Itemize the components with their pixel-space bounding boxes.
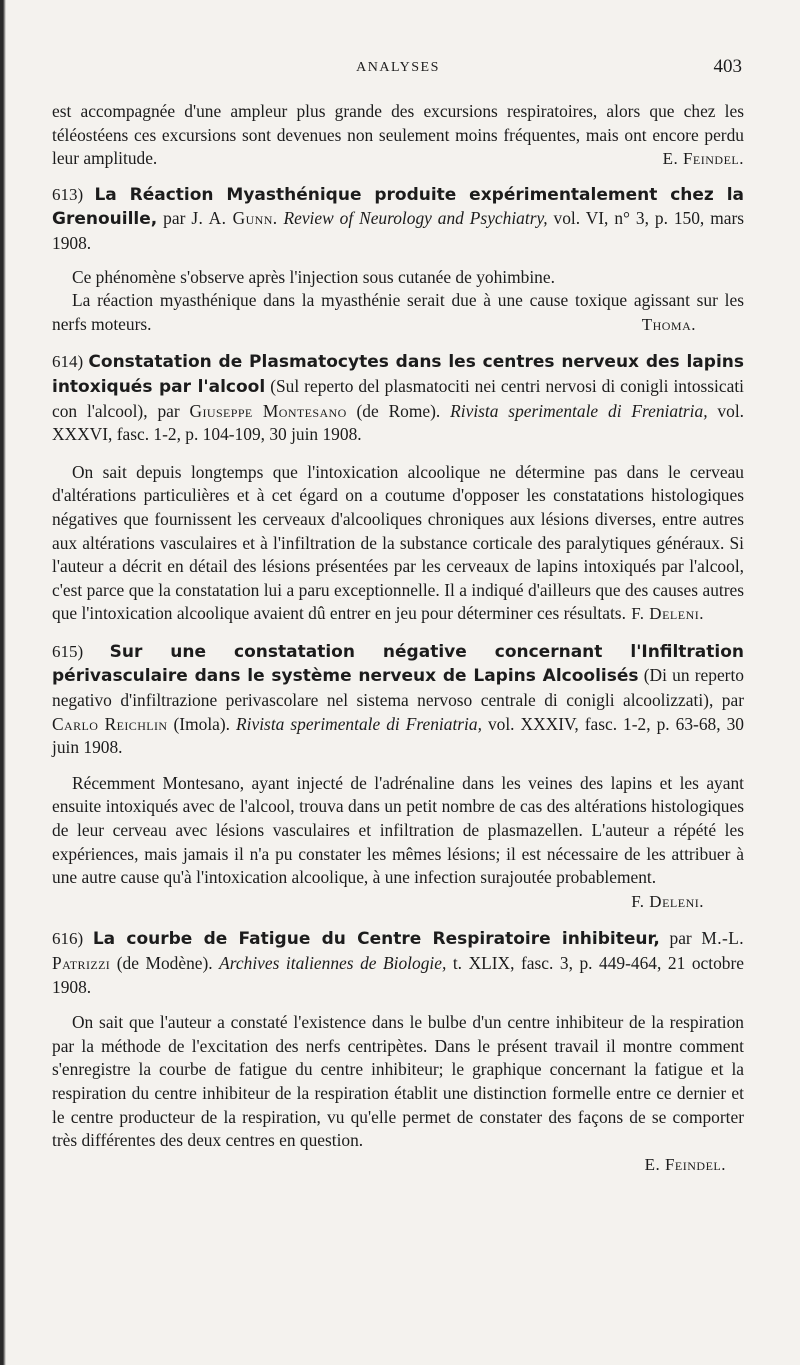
entry-author: Giuseppe Montesano bbox=[189, 400, 347, 421]
entry-paragraph: On sait depuis longtemps que l'intoxication alcoolique ne détermine pas dans le cerveau d'altérations particulières et à cet égard on a coutume d'opposer les constatations histologiques négatives que fournissent les cerveaux d'alcooliques chroniques aux lésions diverses, entre autres aux altérations vasculaires et à l'infiltration de la substance corticale des paralytiques généraux. Si l'auteur a décrit en détail des lésions présentées par les cerveaux de lapins intoxiqués par l'alcool, c'est parce que la constatation lui a paru exceptionnelle. Il a indiqué d'ailleurs que des causes autres que l'intoxication alcoolique avaient dû entrer en jeu pour déterminer ces résultats. bbox=[52, 461, 744, 624]
page-edge-shadow bbox=[0, 0, 6, 1365]
entry-citation: vol. XXXIV, fasc. 1-2, p. 63-68, 30 juin 1908. bbox=[52, 713, 744, 758]
entry-journal: Rivista sperimentale di Freniatria, bbox=[236, 713, 482, 734]
entry-614 bbox=[52, 350, 744, 626]
entry-title-block bbox=[52, 927, 744, 999]
entry-615 bbox=[52, 640, 744, 914]
entry-place: (de Rome). bbox=[356, 400, 441, 421]
entry-616 bbox=[52, 927, 744, 1176]
entry-title: La courbe de Fatigue du Centre Respiratoire inhibiteur, bbox=[92, 929, 660, 950]
entry-number: 614) bbox=[52, 352, 84, 372]
entry-journal: Archives italiennes de Biologie, bbox=[219, 953, 447, 973]
entry-body bbox=[52, 461, 744, 626]
entry-paragraph: Récemment Montesano, ayant injecté de l'adrénaline dans les veines des lapins et les ayant ensuite intoxiqués avec de l'alcool, trouva dans un petit nombre de cas des altérations histologiques de leur cerveau avec lésions vasculaires et infiltration de plasmazellen. L'auteur a répété les expériences, mais jamais il n'a pu constater les mêmes lésions; il est nécessaire de les attribuer à une autre cause qu'à l'intoxication alcoolique, à une infection surajoutée probablement. bbox=[52, 772, 744, 888]
intro-paragraph bbox=[52, 100, 744, 171]
entry-613 bbox=[52, 183, 744, 337]
signature: E. Feindel. bbox=[662, 149, 744, 169]
entry-citation: vol. XXXVI, fasc. 1-2, p. 104-109, 30 juin 1908. bbox=[52, 400, 744, 445]
signature: F. Deleni. bbox=[631, 604, 704, 624]
signature: F. Deleni. bbox=[631, 891, 704, 911]
intro-text: est accompagnée d'une ampleur plus grande des excursions respiratoires, alors que chez les téléostéens ces excursions sont devenues non seulement moins fréquentes, mais ont encore perdu leur amplitude. bbox=[52, 101, 744, 169]
entry-paragraph: On sait que l'auteur a constaté l'existence dans le bulbe d'un centre inhibiteur de la respiration par la méthode de l'excitation des nerfs centripètes. Dans le présent travail il montre comment s'enregistre la courbe de fatigue du centre inhibiteur; le graphique concernant la fatigue et la respiration du centre inhibiteur de la respiration établit une distinction formelle entre ce dernier et le centre producteur de la respiration, vu qu'elle permet de constater des façons de se comporter très différentes des deux centres en question. bbox=[52, 1012, 744, 1151]
page-number: 403 bbox=[713, 56, 742, 77]
entry-by: par bbox=[157, 400, 180, 421]
entry-signature bbox=[52, 890, 744, 914]
entry-by: par bbox=[669, 928, 692, 949]
entry-body bbox=[52, 266, 744, 337]
page-header bbox=[52, 0, 744, 100]
entry-number: 615) bbox=[52, 641, 84, 661]
signature: Thoma. bbox=[641, 314, 696, 334]
running-head: ANALYSES bbox=[356, 60, 440, 75]
entry-author: J. A. Gunn. bbox=[191, 208, 278, 229]
entry-citation: vol. VI, n° 3, p. 150, mars 1908. bbox=[52, 208, 745, 253]
entry-title: Sur une constatation négative concernant l'Infiltration périvasculaire dans le système nerveux de Lapins Alcoolisés bbox=[52, 641, 744, 687]
entry-original-title: (Sul reperto del plasmatociti nei centri nervosi di conigli intossicati con l'alcool), bbox=[52, 375, 744, 421]
entry-signature bbox=[52, 313, 744, 337]
entry-original-title: (Di un reperto negativo d'infiltrazione perivascolare nel sistema nervoso centrale di conigli alcoolizzati), bbox=[52, 665, 744, 711]
entry-place: (de Modène). bbox=[116, 953, 213, 973]
entry-journal: Rivista sperimentale di Freniatria, bbox=[450, 400, 708, 421]
entry-signature bbox=[52, 1153, 744, 1177]
entry-title: Constatation de Plasmatocytes dans les centres nerveux des lapins intoxiqués par l'alcool bbox=[52, 352, 744, 397]
entry-title-block bbox=[52, 183, 744, 256]
entry-paragraph: La réaction myasthénique dans la myasthénie serait due à une cause toxique agissant sur les nerfs moteurs. bbox=[52, 290, 744, 334]
entry-title-block bbox=[52, 640, 744, 760]
entry-by: par bbox=[163, 208, 186, 229]
entry-number: 613) bbox=[52, 184, 84, 204]
entry-author: M.-L. Patrizzi bbox=[52, 928, 744, 973]
entry-body bbox=[52, 772, 744, 914]
entry-by: par bbox=[721, 690, 744, 711]
entry-author: Carlo Reichlin bbox=[52, 713, 168, 734]
entry-number: 616) bbox=[52, 929, 84, 949]
entry-title-block bbox=[52, 350, 744, 446]
entry-journal: Review of Neurology and Psychiatry, bbox=[283, 208, 548, 229]
entry-body bbox=[52, 1011, 744, 1176]
entry-citation: t. XLIX, fasc. 3, p. 449-464, 21 octobre 1908. bbox=[52, 953, 744, 997]
entry-title: La Réaction Myasthénique produite expérimentalement chez la Grenouille, bbox=[52, 184, 744, 230]
signature: E. Feindel. bbox=[644, 1154, 726, 1174]
entry-paragraph: Ce phénomène s'observe après l'injection sous cutanée de yohimbine. bbox=[72, 266, 555, 287]
entry-place: (Imola). bbox=[173, 713, 231, 734]
page bbox=[52, 0, 744, 1176]
